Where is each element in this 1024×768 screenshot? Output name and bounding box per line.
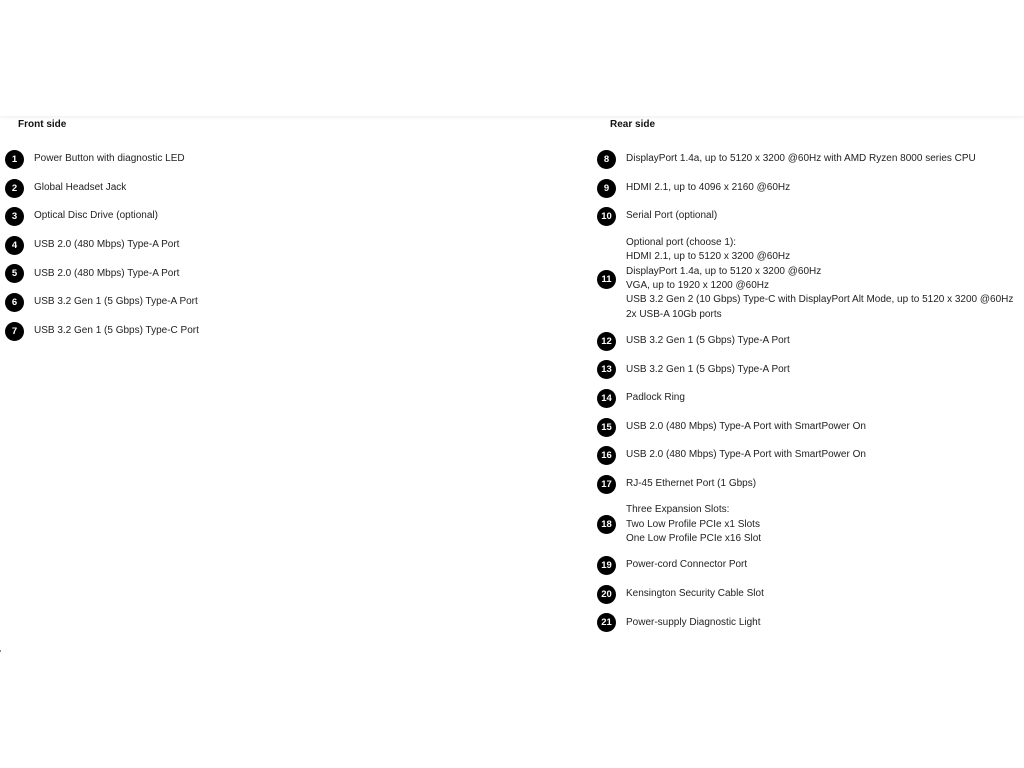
number-badge: 4 [5,236,24,255]
port-description [34,209,158,223]
header-band [0,0,1024,116]
number-badge: 20 [597,585,616,604]
description-line: HDMI 2.1, up to 4096 x 2160 @60Hz [626,181,791,193]
port-description [626,503,761,546]
description-line: Two Low Profile PCIe x1 Slots [626,518,760,530]
number-badge: 16 [597,446,616,465]
rear-port-item [597,475,1017,494]
rear-port-item [597,332,1017,351]
rear-port-list [597,150,1017,632]
number-badge: 14 [597,389,616,408]
description-line: USB 2.0 (480 Mbps) Type-A Port [34,239,180,251]
edge-mark [0,650,1,652]
port-description [626,236,1013,322]
description-line: Three Expansion Slots: [626,504,730,516]
description-line: Kensington Security Cable Slot [626,588,764,600]
number-badge: 9 [597,179,616,198]
number-badge: 3 [5,207,24,226]
port-description [34,181,126,195]
number-badge: 21 [597,613,616,632]
number-badge: 7 [5,322,24,341]
port-description [626,334,790,348]
description-line: USB 2.0 (480 Mbps) Type-A Port with SmartPower On [626,420,866,432]
number-badge: 8 [597,150,616,169]
port-description [34,238,179,252]
number-badge: 17 [597,475,616,494]
description-line: One Low Profile PCIe x16 Slot [626,533,762,545]
port-description [626,477,756,491]
number-badge: 11 [597,270,616,289]
number-badge: 13 [597,360,616,379]
number-badge: 15 [597,418,616,437]
description-line: VGA, up to 1920 x 1200 @60Hz [626,280,770,291]
rear-port-item [597,613,1017,632]
description-line: Optical Disc Drive (optional) [34,210,158,222]
description-line: Power Button with diagnostic LED [34,153,185,165]
front-side-section [5,118,565,350]
rear-port-item [597,360,1017,379]
front-port-item [5,150,565,169]
rear-port-item [597,236,1017,322]
description-line: Padlock Ring [626,392,685,404]
description-line: HDMI 2.1, up to 5120 x 3200 @60Hz [626,251,791,263]
front-port-list [5,150,565,341]
description-line: Power-supply Diagnostic Light [626,616,761,628]
port-description [626,448,866,462]
description-line: RJ-45 Ethernet Port (1 Gbps) [626,478,757,490]
rear-port-item [597,418,1017,437]
description-line: DisplayPort 1.4a, up to 5120 x 3200 @60Hz [626,265,822,277]
number-badge: 5 [5,264,24,283]
description-line: USB 3.2 Gen 1 (5 Gbps) Type-C Port [34,324,199,336]
port-description [626,363,790,377]
description-line: USB 2.0 (480 Mbps) Type-A Port with SmartPower On [626,449,866,461]
rear-port-item [597,585,1017,604]
number-badge: 1 [5,150,24,169]
port-description [626,181,790,195]
description-line: Power-cord Connector Port [626,559,748,571]
number-badge: 2 [5,179,24,198]
port-description [34,152,185,166]
rear-port-item [597,150,1017,169]
description-line: USB 3.2 Gen 2 (10 Gbps) Type-C with DisplayPort Alt Mode, up to 5120 x 3200 @60Hz [626,294,1014,306]
port-description [626,420,866,434]
front-port-item [5,293,565,312]
description-line: Global Headset Jack [34,181,127,193]
port-description [626,391,685,405]
rear-port-item [597,207,1017,226]
description-line: DisplayPort 1.4a, up to 5120 x 3200 @60Hz with AMD Ryzen 8000 series CPU [626,153,976,165]
rear-port-item [597,446,1017,465]
rear-port-item [597,389,1017,408]
port-description [34,324,199,338]
number-badge: 18 [597,515,616,534]
front-port-item [5,264,565,283]
port-description [626,616,761,630]
description-line: Optional port (choose 1): [626,236,737,248]
port-description [626,558,747,572]
number-badge: 19 [597,556,616,575]
description-line: USB 3.2 Gen 1 (5 Gbps) Type-A Port [626,335,790,347]
front-port-item [5,322,565,341]
rear-side-section [597,118,1017,642]
description-line: 2x USB-A 10Gb ports [626,308,722,320]
port-description [34,267,179,281]
front-port-item [5,179,565,198]
rear-port-item [597,556,1017,575]
description-line: Serial Port (optional) [626,210,718,222]
number-badge: 10 [597,207,616,226]
rear-port-item [597,503,1017,546]
front-port-item [5,207,565,226]
rear-side-title: Rear side [610,119,656,130]
port-description [34,295,198,309]
port-description [626,152,976,166]
description-line: USB 3.2 Gen 1 (5 Gbps) Type-A Port [34,296,198,308]
number-badge: 12 [597,332,616,351]
number-badge: 6 [5,293,24,312]
front-port-item [5,236,565,255]
port-description [626,209,717,223]
port-description [626,587,764,601]
description-line: USB 2.0 (480 Mbps) Type-A Port [34,267,180,279]
description-line: USB 3.2 Gen 1 (5 Gbps) Type-A Port [626,363,790,375]
rear-port-item [597,179,1017,198]
front-side-title: Front side [18,119,67,130]
